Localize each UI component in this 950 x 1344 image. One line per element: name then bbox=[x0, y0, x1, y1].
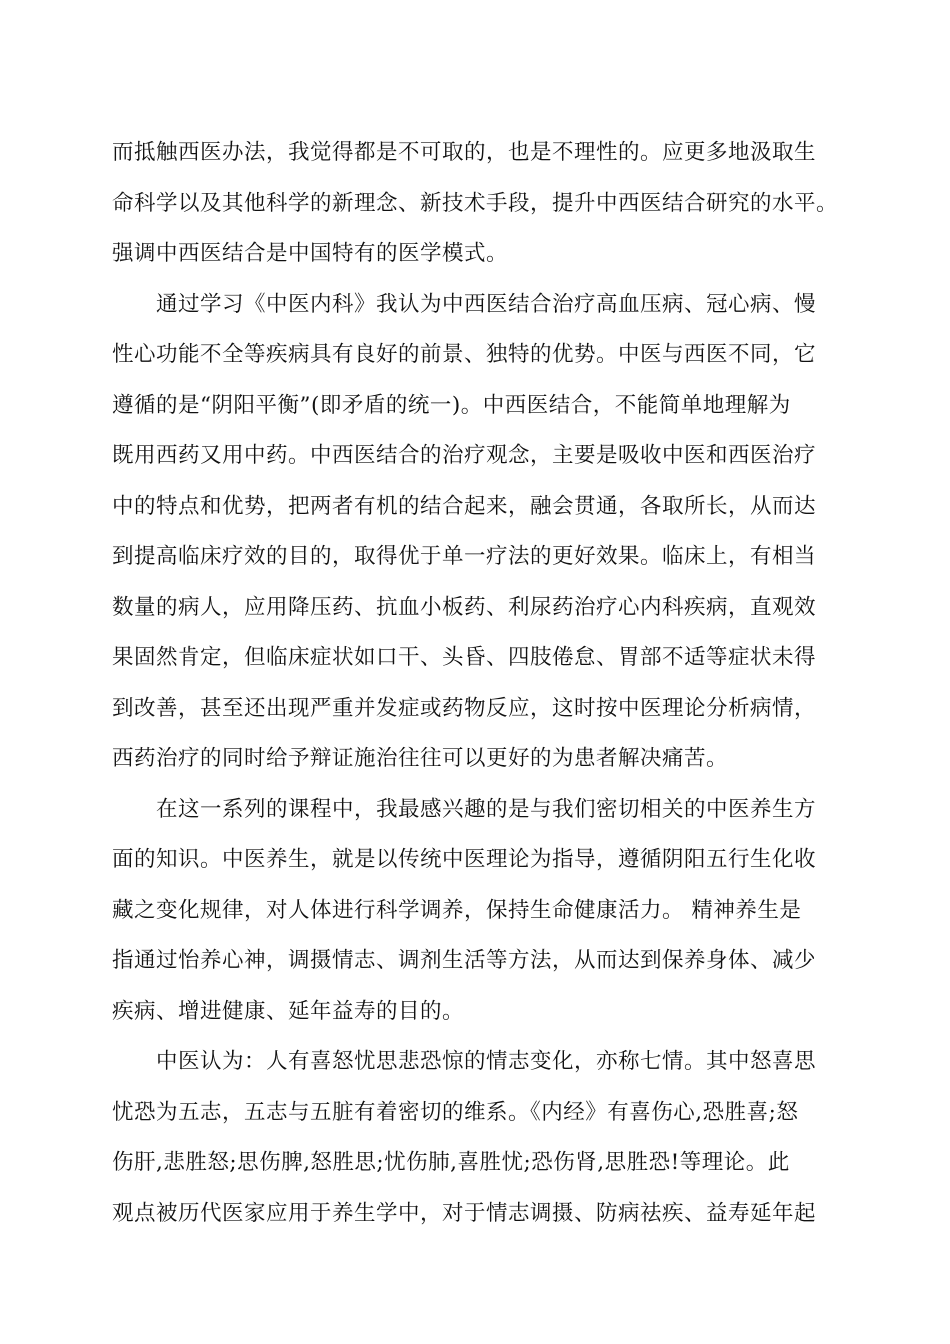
text-line: 伤肝,悲胜怒;思伤脾,怒胜思;忧伤肺,喜胜忧;恐伤肾,思胜恐!等理论。此 bbox=[112, 1150, 790, 1175]
text-line: 强调中西医结合是中国特有的医学模式。 bbox=[112, 241, 509, 266]
text-line: 中医认为：人有喜怒忧思悲恐惊的情志变化，亦称七情。其中怒喜思 bbox=[112, 1049, 817, 1074]
text-line: 面的知识。中医养生，就是以传统中医理论为指导，遵循阴阳五行生化收 bbox=[112, 847, 817, 872]
text-line: 观点被历代医家应用于养生学中，对于情志调摄、防病祛疾、益寿延年起 bbox=[112, 1200, 817, 1226]
text-line: 忧恐为五志，五志与五脏有着密切的维系。《内经》有喜伤心,恐胜喜;怒 bbox=[112, 1099, 799, 1125]
text-line: 到提高临床疗效的目的，取得优于单一疗法的更好效果。临床上，有相当 bbox=[112, 544, 817, 569]
text-line: 性心功能不全等疾病具有良好的前景、独特的优势。中医与西医不同，它 bbox=[112, 342, 817, 367]
text-line: 命科学以及其他科学的新理念、新技术手段，提升中西医结合研究的水平。 bbox=[112, 190, 839, 216]
text-line: 既用西药又用中药。中西医结合的治疗观念，主要是吸收中医和西医治疗 bbox=[112, 443, 817, 468]
text-line: 果固然肯定，但临床症状如口干、头昏、四肢倦怠、胃部不适等症状未得 bbox=[112, 645, 817, 670]
text-line: 中的特点和优势，把两者有机的结合起来，融会贯通，各取所长，从而达 bbox=[112, 493, 817, 519]
text-line: 疾病、增进健康、延年益寿的目的。 bbox=[112, 998, 465, 1024]
text-line: 藏之变化规律，对人体进行科学调养，保持生命健康活力。 精神养生是 bbox=[112, 897, 802, 923]
text-line: 在这一系列的课程中，我最感兴趣的是与我们密切相关的中医养生方 bbox=[112, 796, 817, 822]
text-line: 遵循的是“阴阳平衡”(即矛盾的统一)。中西医结合，不能简单地理解为 bbox=[112, 392, 791, 418]
text-line: 而抵触西医办法，我觉得都是不可取的，也是不理性的。应更多地汲取生 bbox=[112, 140, 817, 165]
body-text bbox=[112, 128, 840, 1239]
text-line: 西药治疗的同时给予辩证施治往往可以更好的为患者解决痛苦。 bbox=[112, 746, 729, 771]
text-line: 到改善，甚至还出现严重并发症或药物反应，这时按中医理论分析病情， bbox=[112, 695, 817, 721]
text-line: 数量的病人，应用降压药、抗血小板药、利尿药治疗心内科疾病，直观效 bbox=[112, 594, 817, 620]
text-line: 通过学习《中医内科》我认为中西医结合治疗高血压病、冠心病、慢 bbox=[112, 291, 817, 317]
text-line: 指通过怡养心神，调摄情志、调剂生活等方法，从而达到保养身体、减少 bbox=[112, 948, 817, 973]
